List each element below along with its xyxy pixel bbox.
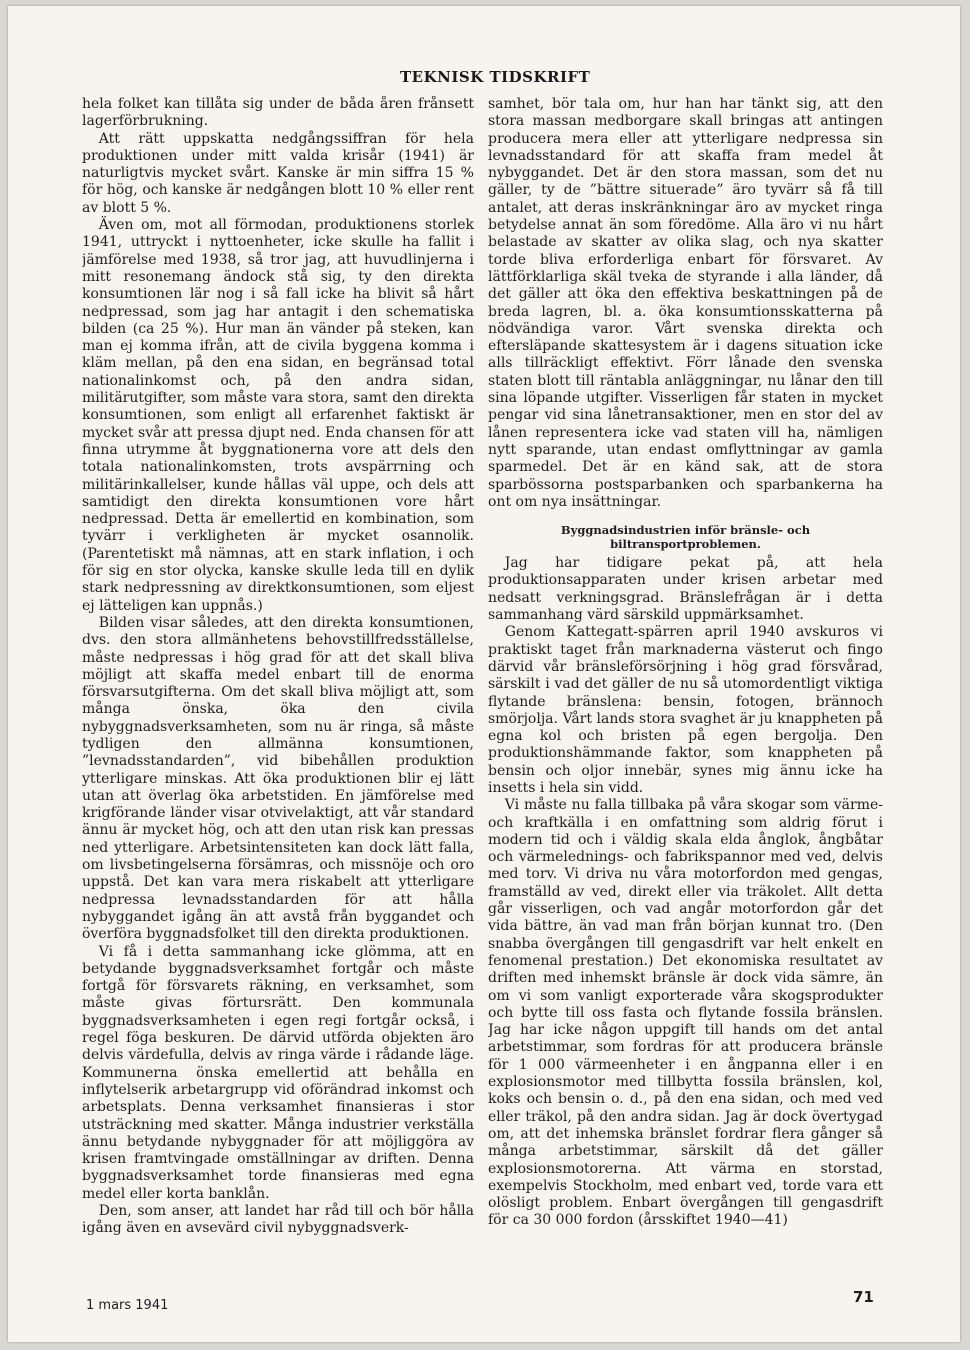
paragraph: Även om, mot all förmodan, produktionens storlek 1941, uttryckt i nyttoenheter, icke skulle ha fallit i jämförelse med 1938, så tror jag, att huvudlinjerna i mitt resonemang ändock stå sig, ty den direkta konsumtionen lär nog i så fall icke ha blivit så hårt nedpressad, som jag har antagit i den schematiska bilden (ca 25 %). Hur man än vänder på steken, kan man ej komma ifrån, att de civila byggena komma i kläm mellan, på den ena sidan, en begränsad total nationalinkomst och, på den andra sidan, militärutgifter, som måste vara stora, samt den direkta konsumtionen, som enligt all erfarenhet faktiskt är mycket svår att pressa djupt ned. Enda chansen för att finna utrymme åt byggnationerna vore att dels den totala nationalinkomsten, trots avspärrning och militärinkallelser, kunde hållas väl uppe, och dels att samtidigt den direkta konsumtionen vore hårt nedpressad. Detta är emellertid en kombination, som tyvärr i verkligheten är mycket osannolik. (Parentetiskt må nämnas, att en stark inflation, i och för sig en stor olycka, kanske skulle leda till en dylik stark nedpressning av direktkonsumtionen, som eljest ej lätteligen kan uppnås.) xyxy=(82,217,474,614)
paragraph: hela folket kan tillåta sig under de båda åren frånsett lagerförbrukning. xyxy=(82,96,474,130)
paragraph: samhet, bör tala om, hur han har tänkt sig, att den stora massan medborgare skall bringas att antingen producera mera eller att ytterligare nedpressa sin levnadsstandard för att skaffa fram medel åt nybyggandet. Det är den stora massan, som det nu gäller, ty de ”bättre situerade” äro tyvärr så få till antalet, att deras inskränkningar äro av mycket ringa betydelse annat än som föredöme. Alla äro vi nu hårt belastade av skatter av olika slag, och nya skatter torde bliva erforderliga enbart för försvaret. Av lättförklarliga skäl tveka de styrande i alla länder, då det gäller att öka den effektiva beskattningen på de breda lagren, bl. a. öka konsumtionsskatterna på nödvändiga varor. Vårt svenska direkta och eftersläpande skattesystem är i dagens situation icke alls tillräckligt effektivt. Förr lånade den svenska staten blott till räntabla anläggningar, nu lånar den till sina löpande utgifter. Visserligen får staten in mycket pengar vid sina lånetransaktioner, men en stor del av lånen representera icke vad staten vill ha, nämligen nytt sparande, utan endast omflyttningar av gamla sparmedel. Det är en känd sak, att de stora sparbössorna postsparbanken och sparbankerna ha ont om nya insättningar. xyxy=(488,96,883,510)
section-heading: Byggnadsindustrien inför bränsle- och biltransportproblemen. xyxy=(560,523,811,552)
page-number: 71 xyxy=(853,1288,874,1306)
paragraph: Den, som anser, att landet har råd till och bör hålla igång även en avsevärd civil nybyggnadsverk- xyxy=(82,1203,474,1237)
journal-title: TEKNISK TIDSKRIFT xyxy=(400,68,591,86)
paragraph: Vi få i detta sammanhang icke glömma, att en betydande byggnadsverksamhet fortgår och måste fortgå för försvarets räkning, en verksamhet, som måste givas förtursrätt. Den kommunala byggnadsverksamheten i egen regi fortgår också, i regel föga beskuren. De därvid utförda objekten äro delvis värdefulla, delvis av ringa värde i rådande läge. Kommunerna önska emellertid att behålla en inflytelserik arbetargrupp vid oförändrad inkomst och arbetsplats. Denna verksamhet finansieras i stor utsträckning med skatter. Många industrier verkställa ännu betydande nybyggnader för att möjliggöra av krisen framtvingade omställningar av driften. Denna byggnadsverksamhet torde finansieras med egna medel eller korta banklån. xyxy=(82,943,474,1202)
paragraph: Genom Kattegatt-spärren april 1940 avskuros vi praktiskt taget från marknaderna västerut och fingo därvid vår bränsleförsörjning i hög grad försvårad, särskilt i vad det gäller de nu så utomordentligt viktiga flytande bränslena: bensin, fotogen, brännoch smörjolja. Vårt lands stora svaghet är ju knappheten på egna kol och bristen på egen bergolja. Den produktionshämmande faktor, som knappheten på bensin och oljor innebär, synes mig ännu icke ha insetts i hela sin vidd. xyxy=(488,624,883,796)
paragraph: Bilden visar således, att den direkta konsumtionen, dvs. den stora allmänhetens behovstillfredsställelse, måste nedpressas i hög grad för att det skall bliva möjligt att skaffa medel enbart till de enorma försvarsutgifterna. Om det skall bliva möjligt att, som många önska, öka den civila nybyggnadsverksamheten, som nu är ringa, så måste tydligen den allmänna konsumtionen, ”levnadsstandarden”, vid bibehållen produktion ytterligare minskas. Att öka produktionen blir ej lätt utan att överlag öka arbetstiden. En jämförelse med krigförande länder visar otvivelaktigt, att vår standard ännu är mycket hög, och att den utan risk kan pressas ned ytterligare. Arbetsintensiteten kan dock lätt falla, om livsbetingelserna försämras, och missnöje och oro uppstå. Det kan vara mera riskabelt att ytterligare nedpressa levnadsstandarden för att hålla nybyggandet igång än att avstå från byggandet och överföra byggnadsfolket till den direkta produktionen. xyxy=(82,614,474,943)
left-column xyxy=(82,96,474,1266)
paragraph: Att rätt uppskatta nedgångssiffran för hela produktionen under mitt valda krisår (1941) är naturligtvis mycket svårt. Kanske är min siffra 15 % för hög, och kanske är nedgången blott 10 % eller rent av blott 5 %. xyxy=(82,130,474,216)
paragraph: Jag har tidigare pekat på, att hela produktionsapparaten under krisen arbetar med nedsatt verkningsgrad. Bränslefrågan är i detta sammanhang värd särskild uppmärksamhet. xyxy=(488,555,883,624)
document-page xyxy=(8,6,960,1342)
paragraph: Vi måste nu falla tillbaka på våra skogar som värme- och kraftkälla i en omfattning som aldrig förut i modern tid och i väldig skala elda ånglok, ångbåtar och värmelednings- och fabrikspannor med ved, delvis med torv. Vi driva nu våra motorfordon med gengas, framställd av ved, direkt eller via träkolet. Allt detta går visserligen, och vad angår motorfordon går det vida bättre, än vad man från början kunnat tro. (Den snabba övergången till gengasdrift var helt enkelt en fenomenal prestation.) Det ekonomiska resultatet av driften med inhemskt bränsle är dock vida sämre, än om vi som vanligt exporterade våra skogsprodukter och bytte till oss fasta och flytande fossila bränslen. Jag har icke någon uppgift till hands om det antal arbetstimmar, som fordras för att producera bränsle för 1 000 värmeenheter i en ångpanna eller i en explosionsmotor med tillbytta fossila bränslen, kol, koks och bensin o. d., på den ena sidan, och med ved eller träkol, på den andra sidan. Jag är dock övertygad om, att det inhemska bränslet fordrar flera gånger så många arbetstimmar, särskilt då det gäller explosionsmotorerna. Att värma en storstad, exempelvis Stockholm, med enbart ved, torde vara ett olösligt problem. Enbart övergången till gengasdrift för ca 30 000 fordon (årsskiftet 1940—41) xyxy=(488,797,883,1229)
issue-date: 1 mars 1941 xyxy=(86,1298,169,1313)
right-column xyxy=(488,96,883,1292)
